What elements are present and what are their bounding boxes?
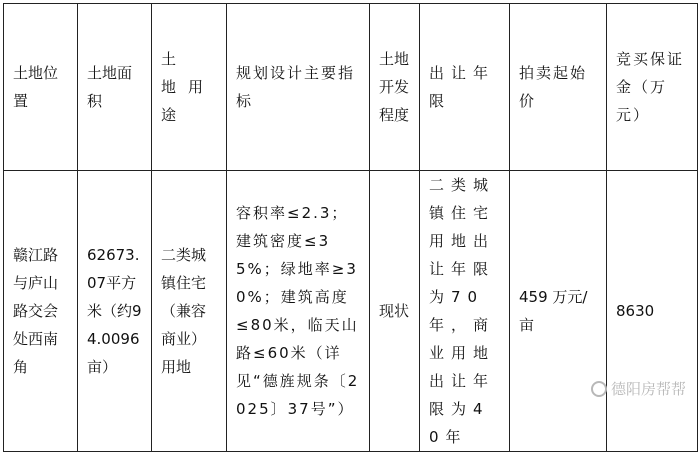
cell-starting-price: 459 万元/亩 bbox=[510, 171, 607, 452]
header-starting-price: 拍卖起始价 bbox=[510, 4, 607, 171]
header-development-level: 土地开发程度 bbox=[370, 4, 420, 171]
cell-development-level: 现状 bbox=[370, 171, 420, 452]
cell-land-location: 赣江路与庐山路交会处西南角 bbox=[4, 171, 78, 452]
header-planning-indicators: 规划设计主要指标 bbox=[227, 4, 370, 171]
cell-planning-indicators: 容积率≤2.3；建筑密度≤35%；绿地率≥30%；建筑高度≤80米，临天山路≤60米（详见“德旌规条〔2025〕37号”） bbox=[227, 171, 370, 452]
header-land-use: 土 地用途 bbox=[152, 4, 227, 171]
cell-transfer-term: 二类城镇住宅用地出让年限为70年，商业用地出让年限为40年 bbox=[420, 171, 510, 452]
table-row bbox=[4, 171, 698, 452]
header-land-location: 土地位置 bbox=[4, 4, 78, 171]
header-transfer-term: 出让年限 bbox=[420, 4, 510, 171]
header-bid-deposit: 竞买保证金（万元） bbox=[607, 4, 698, 171]
weibo-logo-icon bbox=[591, 381, 607, 397]
cell-bid-deposit: 8630 bbox=[607, 171, 698, 452]
header-land-area: 土地面积 bbox=[78, 4, 152, 171]
watermark bbox=[591, 378, 686, 399]
watermark-text: 德阳房帮帮 bbox=[610, 380, 686, 398]
cell-land-area: 62673.07平方米（约94.0096亩） bbox=[78, 171, 152, 452]
cell-land-use: 二类城镇住宅（兼容商业）用地 bbox=[152, 171, 227, 452]
table-header-row bbox=[4, 4, 698, 171]
